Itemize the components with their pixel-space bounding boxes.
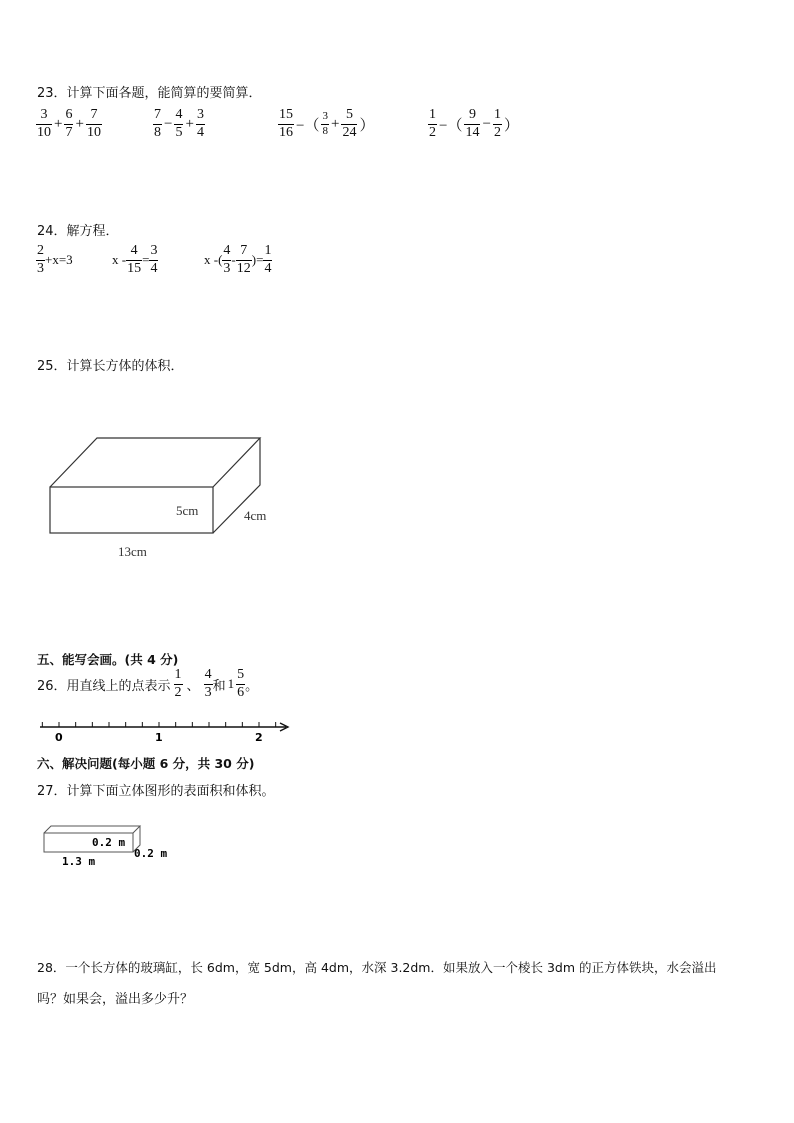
q23-expression-2: $\frac{7}{8}$ − $\frac{4}{5}$ + $\frac{3}{4}$ — [154, 107, 204, 140]
q27-prompt: 27．计算下面立体图形的表面积和体积。 — [37, 784, 275, 799]
fraction: $\frac{5}{6}$ — [237, 667, 245, 700]
q26-prompt: 26．用直线上的点表示 $\frac{1}{2}$ 、 $\frac{4}{3}$ 和 1 $\frac{5}{6}$ 。 — [37, 667, 259, 700]
fraction: $\frac{1}{4}$ — [264, 243, 272, 276]
fraction: $\frac{1}{2}$ — [429, 107, 436, 140]
fraction: $\frac{3}{4}$ — [150, 243, 158, 276]
q28-line-2: 吗？如果会，溢出多少升？ — [37, 992, 194, 1007]
q24-equation-2: x - $\frac{4}{15}$ = $\frac{3}{4}$ — [112, 243, 158, 276]
number-line-tick-1: 1 — [155, 731, 163, 744]
fraction: $\frac{7}{12}$ — [236, 243, 251, 276]
cuboid-height-label: 5cm — [176, 503, 199, 518]
fraction: $\frac{7}{10}$ — [86, 107, 101, 140]
fraction: $\frac{5}{24}$ — [342, 107, 357, 140]
number-line-tick-0: 0 — [55, 731, 63, 744]
fraction: $\frac{4}{5}$ — [175, 107, 183, 140]
q24-equation-1: $\frac{2}{3}$ +x=3 — [37, 243, 73, 276]
fraction: $\frac{3}{8}$ — [322, 110, 328, 137]
cuboid-length-label: 13cm — [118, 544, 147, 559]
fraction: $\frac{1}{2}$ — [493, 107, 501, 140]
q23-expression-1: $\frac{3}{10}$ + $\frac{6}{7}$ + $\frac{7}{10}$ — [37, 107, 101, 140]
q23-expression-3: $\frac{15}{16}$ −（ $\frac{3}{8}$ + $\frac{5}{24}$ ） — [279, 107, 375, 140]
fraction: $\frac{9}{14}$ — [465, 107, 480, 140]
q28-line-1: 28．一个长方体的玻璃缸，长 6dm，宽 5dm，高 4dm，水深 3.2dm．如果放入一个棱长 3dm 的正方体铁块，水会溢出 — [37, 960, 717, 975]
section-5-title: 五、能写会画。(共 4 分) — [37, 652, 179, 667]
q23-prompt: 23．计算下面各题，能简算的要简算． — [37, 86, 262, 101]
fraction: $\frac{4}{15}$ — [127, 243, 142, 276]
fraction: $\frac{3}{4}$ — [196, 107, 204, 140]
number-line — [40, 722, 288, 731]
q23-expression-4: $\frac{1}{2}$ −（ $\frac{9}{14}$ − $\frac{1}{2}$ ） — [429, 107, 519, 140]
fraction: $\frac{4}{3}$ — [223, 243, 231, 276]
prism-height-label: 0.2 m — [92, 836, 126, 849]
fraction: $\frac{1}{2}$ — [174, 667, 182, 700]
number-line-tick-2: 2 — [255, 731, 263, 744]
fraction: $\frac{2}{3}$ — [37, 243, 44, 276]
prism-width-label: 0.2 m — [134, 847, 168, 860]
fraction: $\frac{7}{8}$ — [154, 107, 161, 140]
fraction: $\frac{3}{10}$ — [37, 107, 51, 140]
q24-prompt: 24．解方程． — [37, 224, 119, 239]
cuboid-top-face — [50, 438, 260, 487]
prism-length-label: 1.3 m — [62, 855, 96, 868]
q25-prompt: 25．计算长方体的体积． — [37, 359, 184, 374]
cuboid-width-label: 4cm — [244, 508, 267, 523]
section-6-title: 六、解决问题(每小题 6 分，共 30 分) — [37, 756, 255, 771]
fraction: $\frac{4}{3}$ — [204, 667, 212, 700]
q24-equation-3: x -( $\frac{4}{3}$ - $\frac{7}{12}$ )= $\frac{1}{4}$ — [204, 243, 272, 276]
fraction: $\frac{6}{7}$ — [65, 107, 73, 140]
fraction: $\frac{15}{16}$ — [279, 107, 293, 140]
